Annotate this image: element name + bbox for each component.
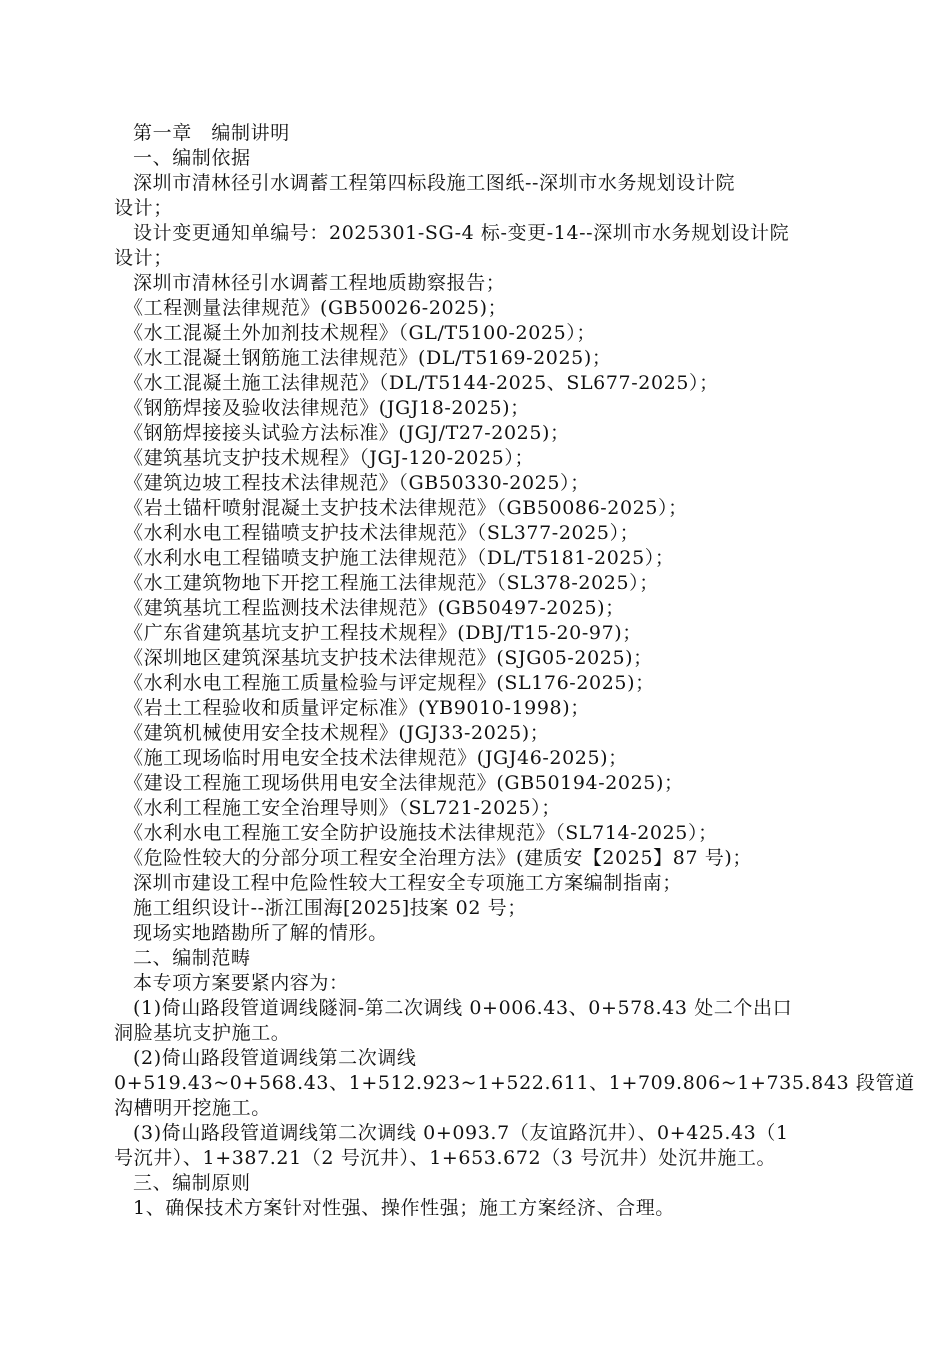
scope-item-first-line: (1)倚山路段管道调线隧洞-第二次调线 0+006.43、0+578.43 处二个出口 — [133, 997, 793, 1019]
basis-line: 施工组织设计--浙江围海[2025]技案 02 号； — [133, 897, 527, 919]
scope-item-continuation: 沟槽明开挖施工。 — [114, 1097, 271, 1119]
standard-item: 《水利水电工程施工质量检验与评定规程》(SL176-2025)； — [124, 672, 655, 694]
standard-item: 《建筑基坑工程监测技术法律规范》(GB50497-2025)； — [124, 597, 625, 619]
standard-item: 《钢筋焊接接头试验方法标准》(JGJ/T27-2025)； — [124, 422, 570, 444]
standard-item: 《水工混凝土施工法律规范》（DL/T5144-2025、SL677-2025）； — [124, 372, 719, 394]
standard-item: 《施工现场临时用电安全技术法律规范》(JGJ46-2025)； — [124, 747, 628, 769]
standard-item: 《建筑基坑支护技术规程》（JGJ-120-2025）； — [124, 447, 535, 469]
standard-item: 《建筑机械使用安全技术规程》(JGJ33-2025)； — [124, 722, 550, 744]
principle-item: 1、确保技术方案针对性强、操作性强；施工方案经济、合理。 — [133, 1197, 675, 1219]
basis-line: 设计； — [114, 247, 173, 269]
scope-intro: 本专项方案要紧内容为： — [133, 972, 349, 994]
standard-item: 《水利水电工程锚喷支护技术法律规范》（SL377-2025）； — [124, 522, 640, 544]
standard-item: 《岩土锚杆喷射混凝土支护技术法律规范》（GB50086-2025）； — [124, 497, 688, 519]
standard-item: 《建设工程施工现场供用电安全法律规范》(GB50194-2025)； — [124, 772, 684, 794]
scope-item-first-line: (2)倚山路段管道调线第二次调线 — [133, 1047, 417, 1069]
standard-item: 《工程测量法律规范》(GB50026-2025)； — [124, 297, 508, 319]
chapter-title: 第一章 编制讲明 — [133, 122, 290, 144]
standard-item: 《岩土工程验收和质量评定标准》(YB9010-1998)； — [124, 697, 590, 719]
standard-item: 《水利水电工程锚喷支护施工法律规范》（DL/T5181-2025）； — [124, 547, 675, 569]
standard-item: 《钢筋焊接及验收法律规范》(JGJ18-2025)； — [124, 397, 530, 419]
scope-item-first-line: (3)倚山路段管道调线第二次调线 0+093.7（友谊路沉井）、0+425.43（1 — [133, 1122, 789, 1144]
section-title-principles: 三、编制原则 — [133, 1172, 251, 1194]
standard-item: 《水工混凝土外加剂技术规程》（GL/T5100-2025）； — [124, 322, 596, 344]
scope-item-continuation: 0+519.43~0+568.43、1+512.923~1+522.611、1+709.806~1+735.843 段管道 — [114, 1072, 915, 1094]
basis-line: 深圳市清林径引水调蓄工程第四标段施工图纸--深圳市水务规划设计院 — [133, 172, 736, 194]
standard-item: 《水利水电工程施工安全防护设施技术法律规范》（SL714-2025）； — [124, 822, 718, 844]
standard-item: 《深圳地区建筑深基坑支护技术法律规范》(SJG05-2025)； — [124, 647, 653, 669]
standard-item: 《危险性较大的分部分项工程安全治理方法》(建质安【2025】87 号)； — [124, 847, 752, 869]
standard-item: 《广东省建筑基坑支护工程技术规程》(DBJ/T15-20-97)； — [124, 622, 642, 644]
basis-line: 设计； — [114, 197, 173, 219]
document-body — [114, 121, 915, 1221]
standard-item: 《建筑边坡工程技术法律规范》（GB50330-2025）； — [124, 472, 590, 494]
standard-item: 《水工建筑物地下开挖工程施工法律规范》（SL378-2025）； — [124, 572, 659, 594]
scope-item-continuation: 号沉井）、1+387.21（2 号沉井）、1+653.672（3 号沉井）处沉井施工。 — [114, 1147, 777, 1169]
basis-line: 现场实地踏勘所了解的情形。 — [133, 922, 388, 944]
section-title-scope: 二、编制范畴 — [133, 947, 251, 969]
standard-item: 《水利工程施工安全治理导则》（SL721-2025）； — [124, 797, 561, 819]
scope-item-continuation: 洞脸基坑支护施工。 — [114, 1022, 291, 1044]
basis-line: 深圳市清林径引水调蓄工程地质勘察报告； — [133, 272, 506, 294]
basis-line: 深圳市建设工程中危险性较大工程安全专项施工方案编制指南； — [133, 872, 682, 894]
section-title-basis: 一、编制依据 — [133, 147, 251, 169]
basis-line: 设计变更通知单编号：2025301-SG-4 标-变更-14--深圳市水务规划设计院 — [133, 222, 790, 244]
standard-item: 《水工混凝土钢筋施工法律规范》(DL/T5169-2025)； — [124, 347, 612, 369]
